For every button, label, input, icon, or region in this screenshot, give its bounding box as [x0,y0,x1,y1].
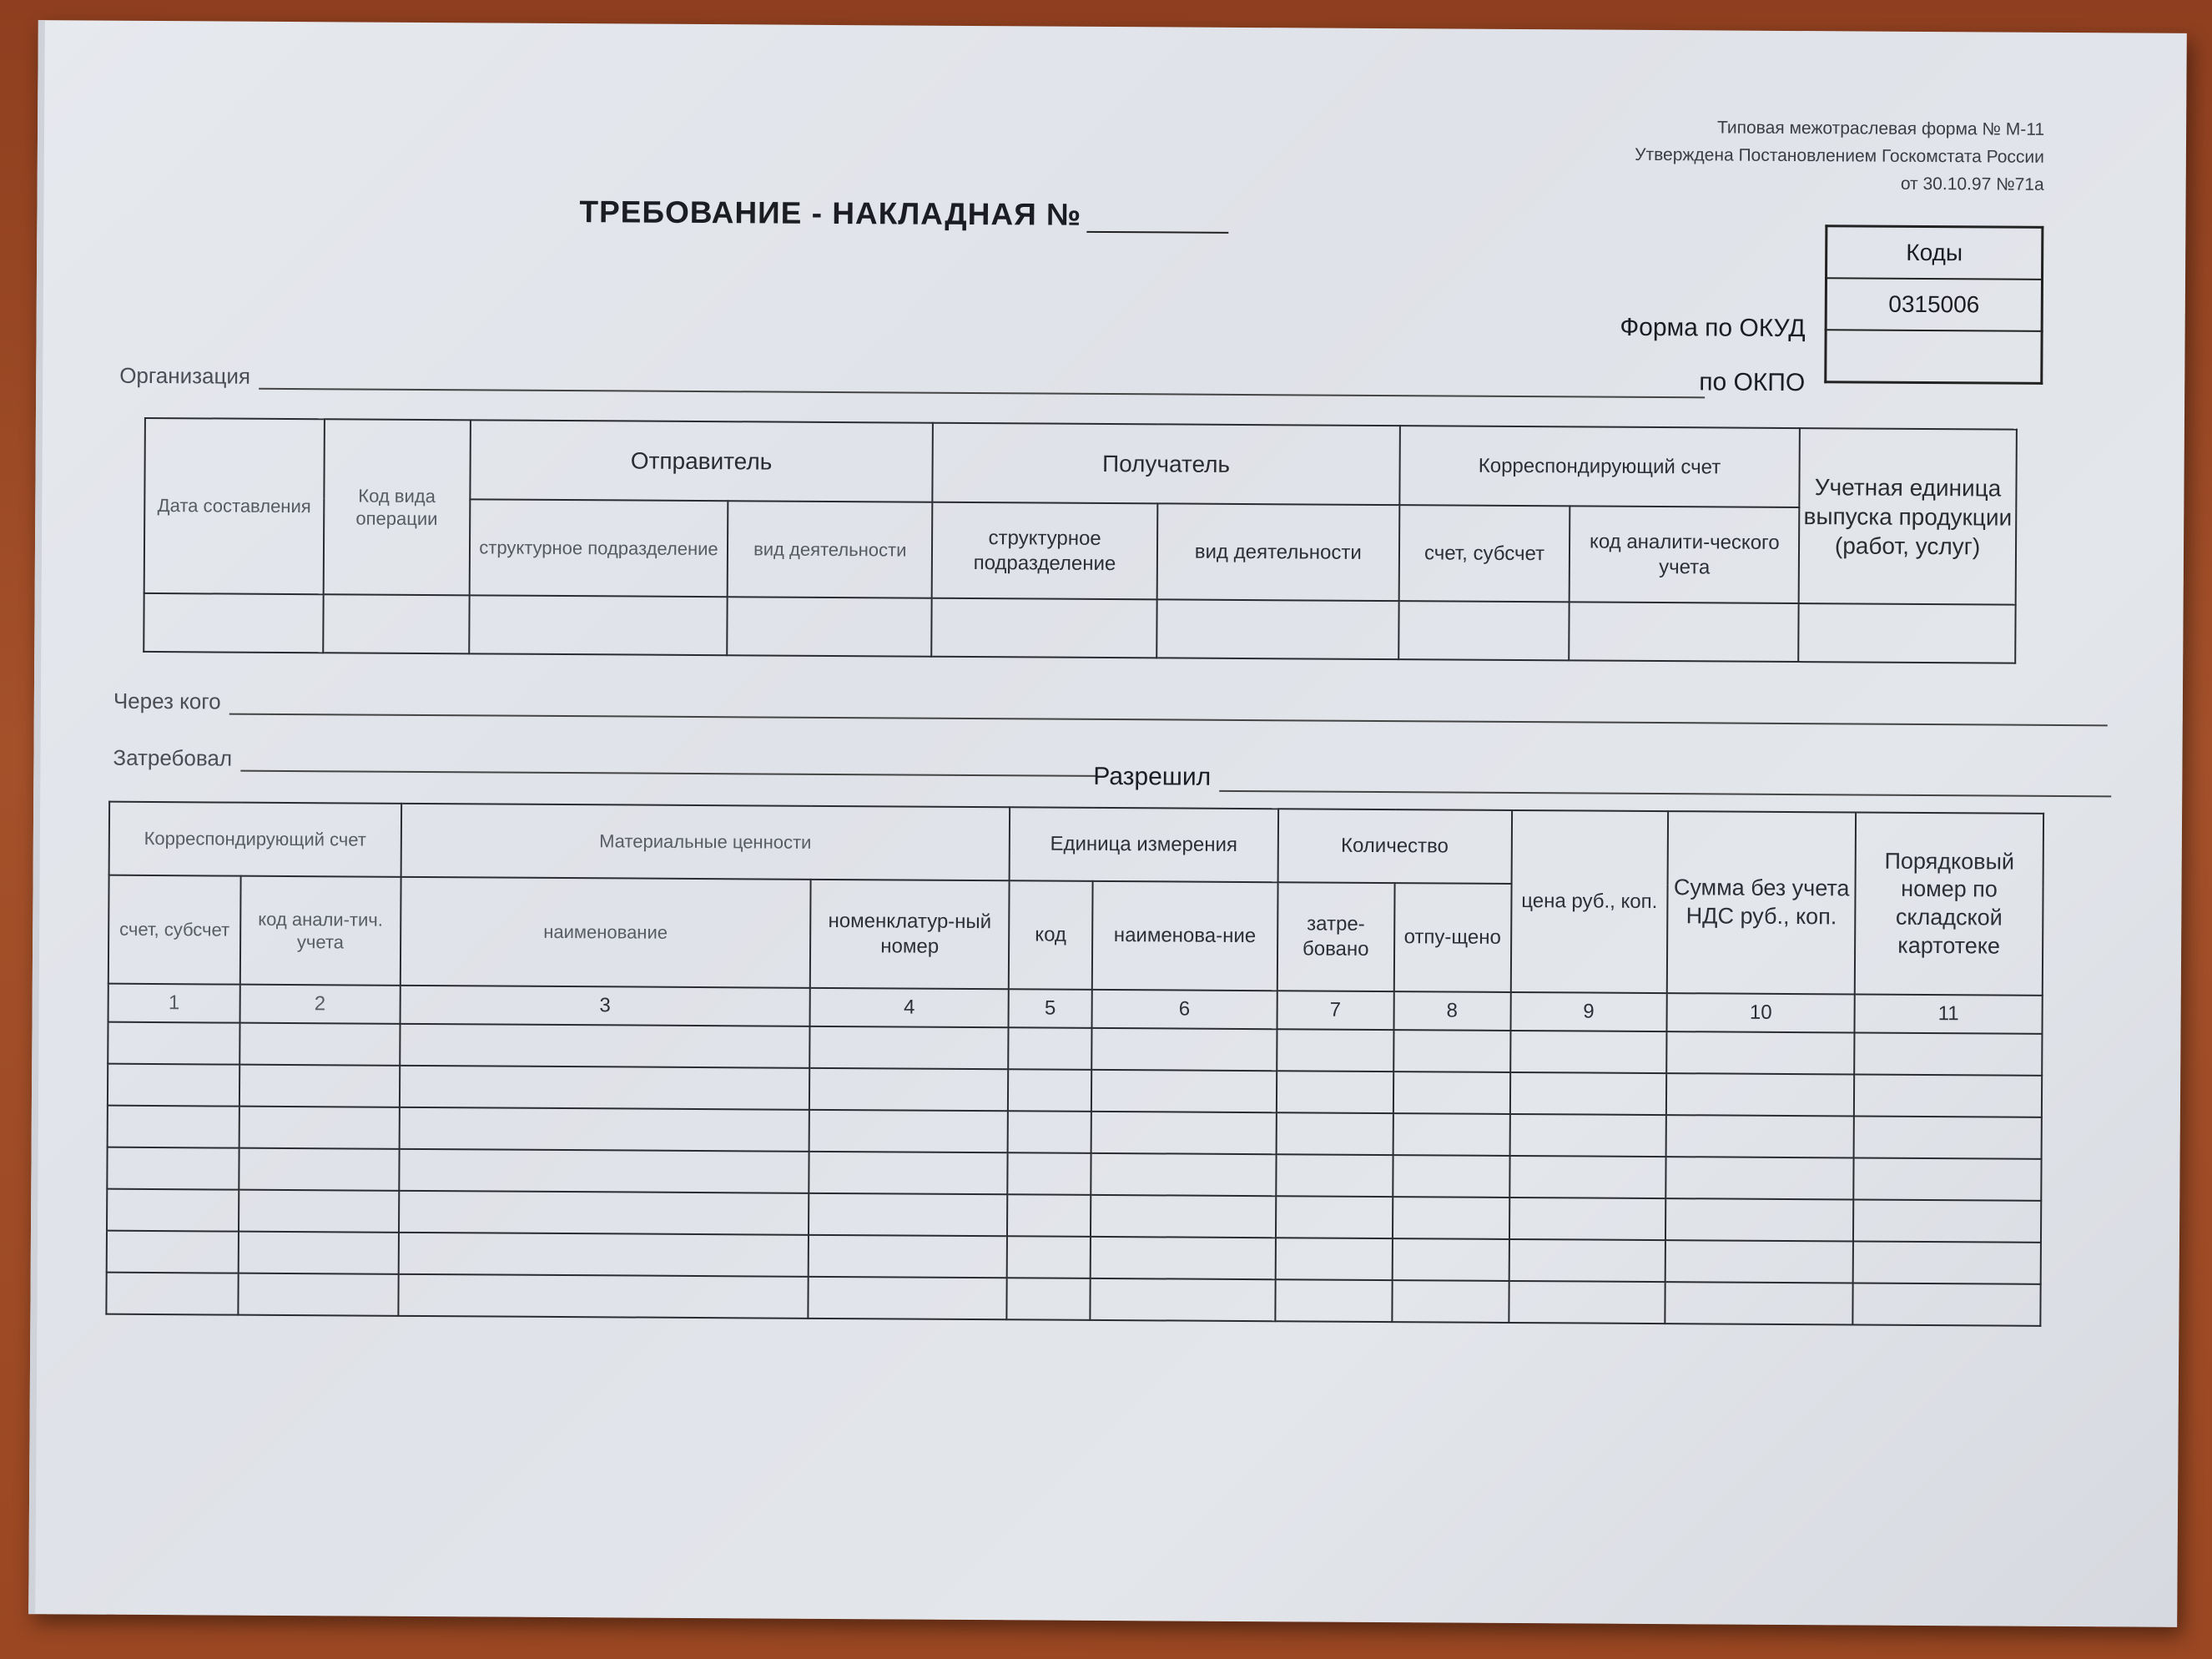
item-cell[interactable] [399,1191,809,1235]
receiver-activity-cell[interactable] [1156,599,1398,659]
item-cell[interactable] [1276,1112,1393,1155]
item-cell[interactable] [398,1274,809,1319]
item-cell[interactable] [1853,1199,2041,1242]
organization-label: Организация [119,362,251,389]
item-cell[interactable] [1393,1155,1509,1198]
item-cell[interactable] [1510,1031,1667,1073]
item-cell[interactable] [1853,1241,2041,1283]
requested-label: Затребовал [113,744,233,771]
item-cell[interactable] [1008,1069,1091,1112]
item-cell[interactable] [1509,1198,1665,1240]
approval-text: Утверждена Постановлением Госкомстата России [1635,144,2044,167]
item-cell[interactable] [399,1149,809,1193]
document-title [579,194,1228,234]
item-cell[interactable] [809,1193,1007,1236]
col-number: 11 [1855,994,2043,1033]
codes-box [1824,224,2043,385]
name-header: наименование [401,877,811,988]
item-cell[interactable] [1852,1283,2040,1325]
item-cell[interactable] [239,1232,399,1274]
item-cell[interactable] [1393,1030,1510,1072]
item-cell[interactable] [1276,1196,1393,1238]
okud-value: 0315006 [1826,278,2042,331]
item-cell[interactable] [1091,1112,1276,1154]
item-cell[interactable] [809,1235,1007,1278]
col-number: 7 [1277,991,1393,1030]
item-cell[interactable] [1854,1032,2042,1075]
organization-field[interactable] [119,363,1705,399]
receiver-unit-cell[interactable] [931,598,1156,658]
sender-unit-cell[interactable] [469,595,728,655]
col-number: 1 [108,984,240,1023]
sender-activity-cell[interactable] [728,597,932,656]
item-cell[interactable] [1665,1198,1853,1241]
requested-line[interactable] [240,749,1098,777]
via-whom-line[interactable] [229,692,2108,727]
items-account-header: счет, субсчет [108,875,241,985]
header-table [143,417,2018,664]
okud-label: Форма по ОКУД [1620,313,1806,343]
item-cell[interactable] [1509,1072,1666,1115]
okpo-value[interactable] [1826,330,2042,383]
item-cell[interactable] [809,1110,1008,1152]
via-whom-label: Через кого [113,688,221,714]
item-cell[interactable] [1007,1236,1091,1278]
item-cell[interactable] [809,1068,1008,1111]
col-number: 8 [1393,991,1510,1031]
item-cell[interactable] [1277,1071,1393,1113]
item-cell[interactable] [1008,1027,1091,1070]
form-type-text: Типовая межотраслевая форма № М-11 [1716,118,2045,139]
item-cell[interactable] [1008,1111,1091,1153]
item-cell[interactable] [1666,1115,1854,1157]
item-cell[interactable] [809,1026,1008,1069]
item-cell[interactable] [238,1273,398,1316]
corr-account-header: Корреспондирующий счет [1399,426,1800,507]
item-cell[interactable] [398,1233,809,1277]
item-cell[interactable] [107,1189,239,1232]
permitted-field[interactable] [1093,763,2111,797]
item-cell[interactable] [1393,1197,1509,1239]
item-cell[interactable] [1666,1073,1854,1116]
sheet-edge [28,20,45,1614]
item-cell[interactable] [108,1064,239,1107]
items-table [105,801,2044,1327]
okpo-label: по ОКПО [1699,368,1806,397]
accounting-unit-cell[interactable] [1798,603,2015,663]
item-cell[interactable] [1275,1279,1392,1322]
col-number: 3 [400,986,810,1026]
item-cell[interactable] [1509,1156,1666,1198]
date-cell[interactable] [144,593,323,653]
price-header: цена руб., коп. [1510,810,1668,993]
unit-header: Единица измерения [1010,807,1278,882]
receiver-activity-header: вид деятельности [1157,503,1399,601]
item-cell[interactable] [1007,1152,1091,1195]
col-number: 10 [1667,993,1855,1032]
requested-qty-header: затре-бовано [1277,882,1395,991]
organization-line[interactable] [259,366,1705,399]
analytic-code-header: код аналити-ческого учета [1570,506,1799,603]
item-cell[interactable] [1007,1194,1091,1237]
via-whom-field[interactable] [113,688,2108,727]
item-cell[interactable] [1277,1029,1393,1072]
items-corr-account-header: Корреспондирующий счет [109,802,401,877]
form-approval-block [1635,113,2044,199]
unit-code-header: код [1009,880,1093,990]
item-cell[interactable] [1854,1074,2042,1117]
date-header: Дата составления [144,418,325,594]
account-cell[interactable] [1398,601,1570,660]
item-cell[interactable] [1091,1237,1276,1279]
permitted-label: Разрешил [1093,762,1212,791]
item-cell[interactable] [1509,1239,1665,1282]
item-cell[interactable] [108,1022,239,1065]
item-cell[interactable] [809,1277,1007,1319]
item-cell[interactable] [239,1065,400,1107]
item-cell[interactable] [239,1023,400,1066]
sender-activity-header: вид деятельности [728,501,932,598]
item-cell[interactable] [1090,1278,1275,1321]
items-analytic-code-header: код анали-тич. учета [240,876,401,986]
item-cell[interactable] [400,1066,810,1110]
requested-field[interactable] [113,745,1097,777]
item-cell[interactable] [106,1273,238,1315]
item-cell[interactable] [1393,1072,1510,1114]
item-cell[interactable] [1091,1195,1276,1238]
approval-date-text: от 30.10.97 №71а [1900,174,2044,194]
item-cell[interactable] [1393,1113,1509,1156]
sum-header: Сумма без учета НДС руб., коп. [1667,811,1856,994]
item-cell[interactable] [1853,1157,2041,1200]
col-number: 4 [810,988,1009,1027]
item-cell[interactable] [239,1107,400,1149]
item-cell[interactable] [108,1106,239,1148]
card-number-header: Порядковый номер по складской картотеке [1855,812,2043,995]
item-cell[interactable] [1091,1028,1277,1071]
item-cell[interactable] [239,1148,399,1191]
accounting-unit-header: Учетная единица выпуска продукции (работ, услуг) [1799,428,2017,605]
item-cell[interactable] [1854,1116,2042,1158]
col-number: 9 [1510,992,1667,1031]
nomenclature-header: номенклатур-ный номер [810,880,1010,989]
unit-name-header: наименова-ние [1092,881,1278,991]
item-cell[interactable] [1091,1153,1276,1196]
col-number: 5 [1009,989,1092,1028]
sender-header: Отправитель [470,420,933,502]
form-sheet [28,20,2187,1627]
item-cell[interactable] [1091,1070,1277,1112]
sender-unit-header: структурное подразделение [469,499,728,597]
receiver-header: Получатель [933,423,1400,505]
item-cell[interactable] [107,1147,239,1190]
item-cell[interactable] [1509,1281,1665,1324]
item-cell[interactable] [1392,1280,1509,1323]
item-cell[interactable] [107,1231,239,1273]
item-cell[interactable] [1276,1154,1393,1197]
receiver-unit-header: структурное подразделение [932,502,1157,600]
codes-header: Коды [1827,226,2043,280]
item-cell[interactable] [1509,1114,1666,1157]
item-cell[interactable] [1275,1238,1392,1280]
materials-header: Материальные ценности [401,804,1010,880]
quantity-header: Количество [1277,809,1511,884]
operation-code-header: Код вида операции [323,419,470,595]
item-cell[interactable] [1392,1238,1509,1281]
item-cell[interactable] [239,1190,399,1233]
item-cell[interactable] [399,1107,809,1152]
item-cell[interactable] [809,1152,1007,1194]
analytic-code-cell[interactable] [1570,602,1799,662]
item-cell[interactable] [400,1024,810,1068]
item-cell[interactable] [1665,1240,1853,1283]
permitted-line[interactable] [1219,769,2111,798]
item-cell[interactable] [1666,1031,1854,1074]
operation-code-cell[interactable] [323,594,469,653]
item-cell[interactable] [1665,1282,1853,1324]
item-rows [106,1022,2042,1326]
document-title-text: ТРЕБОВАНИЕ - НАКЛАДНАЯ № [579,194,1082,232]
document-number-blank[interactable] [1086,206,1228,234]
col-number: 6 [1091,990,1277,1029]
item-cell[interactable] [1666,1157,1854,1199]
col-number: 2 [239,985,400,1024]
item-cell[interactable] [1006,1278,1090,1320]
released-qty-header: отпу-щено [1393,883,1511,992]
account-header: счет, субсчет [1398,505,1570,602]
